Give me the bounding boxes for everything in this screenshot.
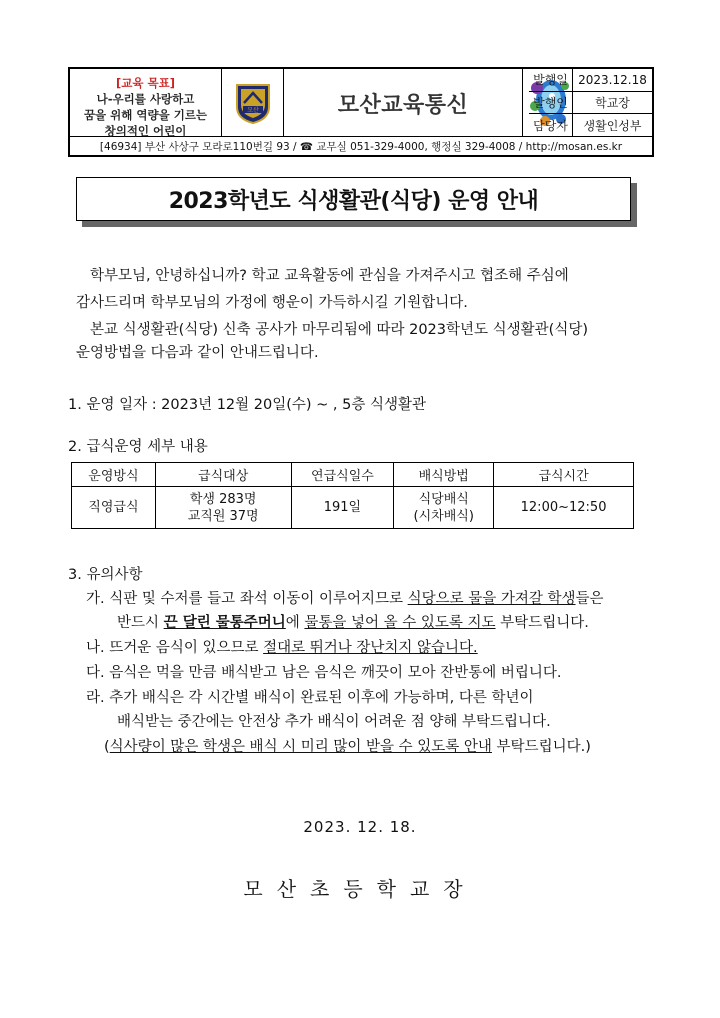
letterhead-top-row bbox=[70, 69, 652, 137]
intro-line: 운영방법을 다음과 같이 안내드립니다. bbox=[76, 345, 319, 361]
document-title: 2023학년도 식생활관(식당) 운영 안내 bbox=[168, 188, 539, 214]
principal-signature: 모산초등학교장 bbox=[243, 877, 477, 901]
target-staff: 교직원 37명 bbox=[187, 508, 259, 524]
info-key: 발행일 bbox=[529, 69, 573, 91]
note-text: 나. 뜨거운 음식이 있으므로 bbox=[86, 640, 264, 656]
emblem-text: 모산 bbox=[246, 107, 259, 114]
note-ga-continued bbox=[117, 613, 589, 633]
school-address: [46934] 부산 사상구 모라로110번길 93 / ☎ 교무실 051-329-4000, 행정실 329-4008 / http://mosan.es.kr bbox=[99, 140, 623, 153]
newsletter-title: 모산교육통신 bbox=[337, 92, 469, 118]
letterhead bbox=[68, 67, 654, 157]
table-cell-days: 191일 bbox=[291, 487, 394, 529]
info-row-issue-date bbox=[529, 69, 652, 92]
meal-operation-table bbox=[71, 462, 634, 529]
table-header-cell: 급식시간 bbox=[494, 463, 634, 487]
newsletter-title-cell bbox=[284, 69, 523, 137]
publication-info bbox=[533, 69, 652, 137]
section-operation-date: 1. 운영 일자 : 2023년 12월 20일(수) ~ , 5층 식생활관 bbox=[68, 397, 427, 413]
note-na bbox=[86, 638, 478, 658]
table-header-cell: 연급식일수 bbox=[291, 463, 394, 487]
school-emblem-icon bbox=[234, 81, 272, 125]
info-value: 학교장 bbox=[595, 95, 630, 110]
section-notes-heading: 3. 유의사항 bbox=[68, 567, 143, 583]
note-ra-parenthetical bbox=[104, 737, 591, 757]
table-cell-serving bbox=[394, 487, 494, 529]
info-key: 발행인 bbox=[529, 92, 573, 114]
note-text: 에 bbox=[285, 615, 305, 631]
note-text: 부탁드립니다.) bbox=[491, 739, 591, 755]
note-ga bbox=[86, 589, 604, 609]
note-underlined: 식당으로 물을 가져갈 학생 bbox=[407, 591, 576, 607]
serving-note: (시차배식) bbox=[413, 508, 474, 524]
note-da: 다. 음식은 먹을 만큼 배식받고 남은 음식은 깨끗이 모아 잔반통에 버립니다. bbox=[86, 665, 562, 681]
serving-method: 식당배식 bbox=[418, 491, 469, 507]
note-text: 들은 bbox=[575, 591, 604, 607]
note-underlined: 절대로 뛰거나 장난치지 않습니다. bbox=[263, 640, 478, 656]
info-row-contact bbox=[529, 114, 652, 137]
document-date: 2023. 12. 18. bbox=[303, 818, 417, 836]
table-header-cell: 급식대상 bbox=[155, 463, 291, 487]
table-cell-time: 12:00~12:50 bbox=[494, 487, 634, 529]
education-goal-title: [교육 목표] bbox=[116, 76, 175, 90]
education-goal-line: 꿈을 위해 역량을 기르는 bbox=[83, 108, 208, 122]
note-text: 부탁드립니다. bbox=[495, 615, 589, 631]
note-text: 가. 식판 및 수저를 들고 좌석 이동이 이루어지므로 bbox=[86, 591, 408, 607]
info-row-publisher bbox=[529, 92, 652, 115]
table-header-cell: 운영방식 bbox=[72, 463, 156, 487]
education-goal-line: 창의적인 어린이 bbox=[104, 124, 187, 138]
note-ra-continued: 배식받는 중간에는 안전상 추가 배식이 어려운 점 양해 부탁드립니다. bbox=[117, 714, 551, 730]
education-goal-line: 나-우리를 사랑하고 bbox=[96, 92, 195, 106]
document-title-box bbox=[76, 177, 631, 221]
table-header-row bbox=[72, 463, 634, 487]
info-key: 담당자 bbox=[529, 114, 573, 137]
intro-line: 감사드리며 학부모님의 가정에 행운이 가득하시길 기원합니다. bbox=[76, 295, 468, 311]
intro-line: 본교 식생활관(식당) 신축 공사가 마무리됨에 따라 2023학년도 식생활관(식당) bbox=[90, 322, 588, 338]
table-cell-target bbox=[155, 487, 291, 529]
target-students: 학생 283명 bbox=[189, 491, 257, 507]
note-text: ( bbox=[104, 739, 110, 755]
note-ra: 라. 추가 배식은 각 시간별 배식이 완료된 이후에 가능하며, 다른 학년이 bbox=[86, 690, 534, 706]
info-value: 2023.12.18 bbox=[578, 72, 647, 87]
education-goal bbox=[70, 69, 222, 137]
section-detail-heading: 2. 급식운영 세부 내용 bbox=[68, 439, 208, 455]
note-text: 반드시 bbox=[117, 615, 164, 631]
note-underlined: 식사량이 많은 학생은 배식 시 미리 많이 받을 수 있도록 안내 bbox=[109, 739, 492, 755]
info-value: 생활인성부 bbox=[583, 118, 642, 133]
school-emblem bbox=[222, 69, 284, 137]
table-header-cell: 배식방법 bbox=[394, 463, 494, 487]
table-cell-method: 직영급식 bbox=[72, 487, 156, 529]
table-row bbox=[72, 487, 634, 529]
intro-line: 학부모님, 안녕하십니까? 학교 교육활동에 관심을 가져주시고 협조해 주심에 bbox=[90, 268, 569, 284]
note-underlined: 끈 달린 물통주머니 bbox=[163, 615, 286, 631]
note-underlined: 물통을 넣어 올 수 있도록 지도 bbox=[304, 615, 496, 631]
